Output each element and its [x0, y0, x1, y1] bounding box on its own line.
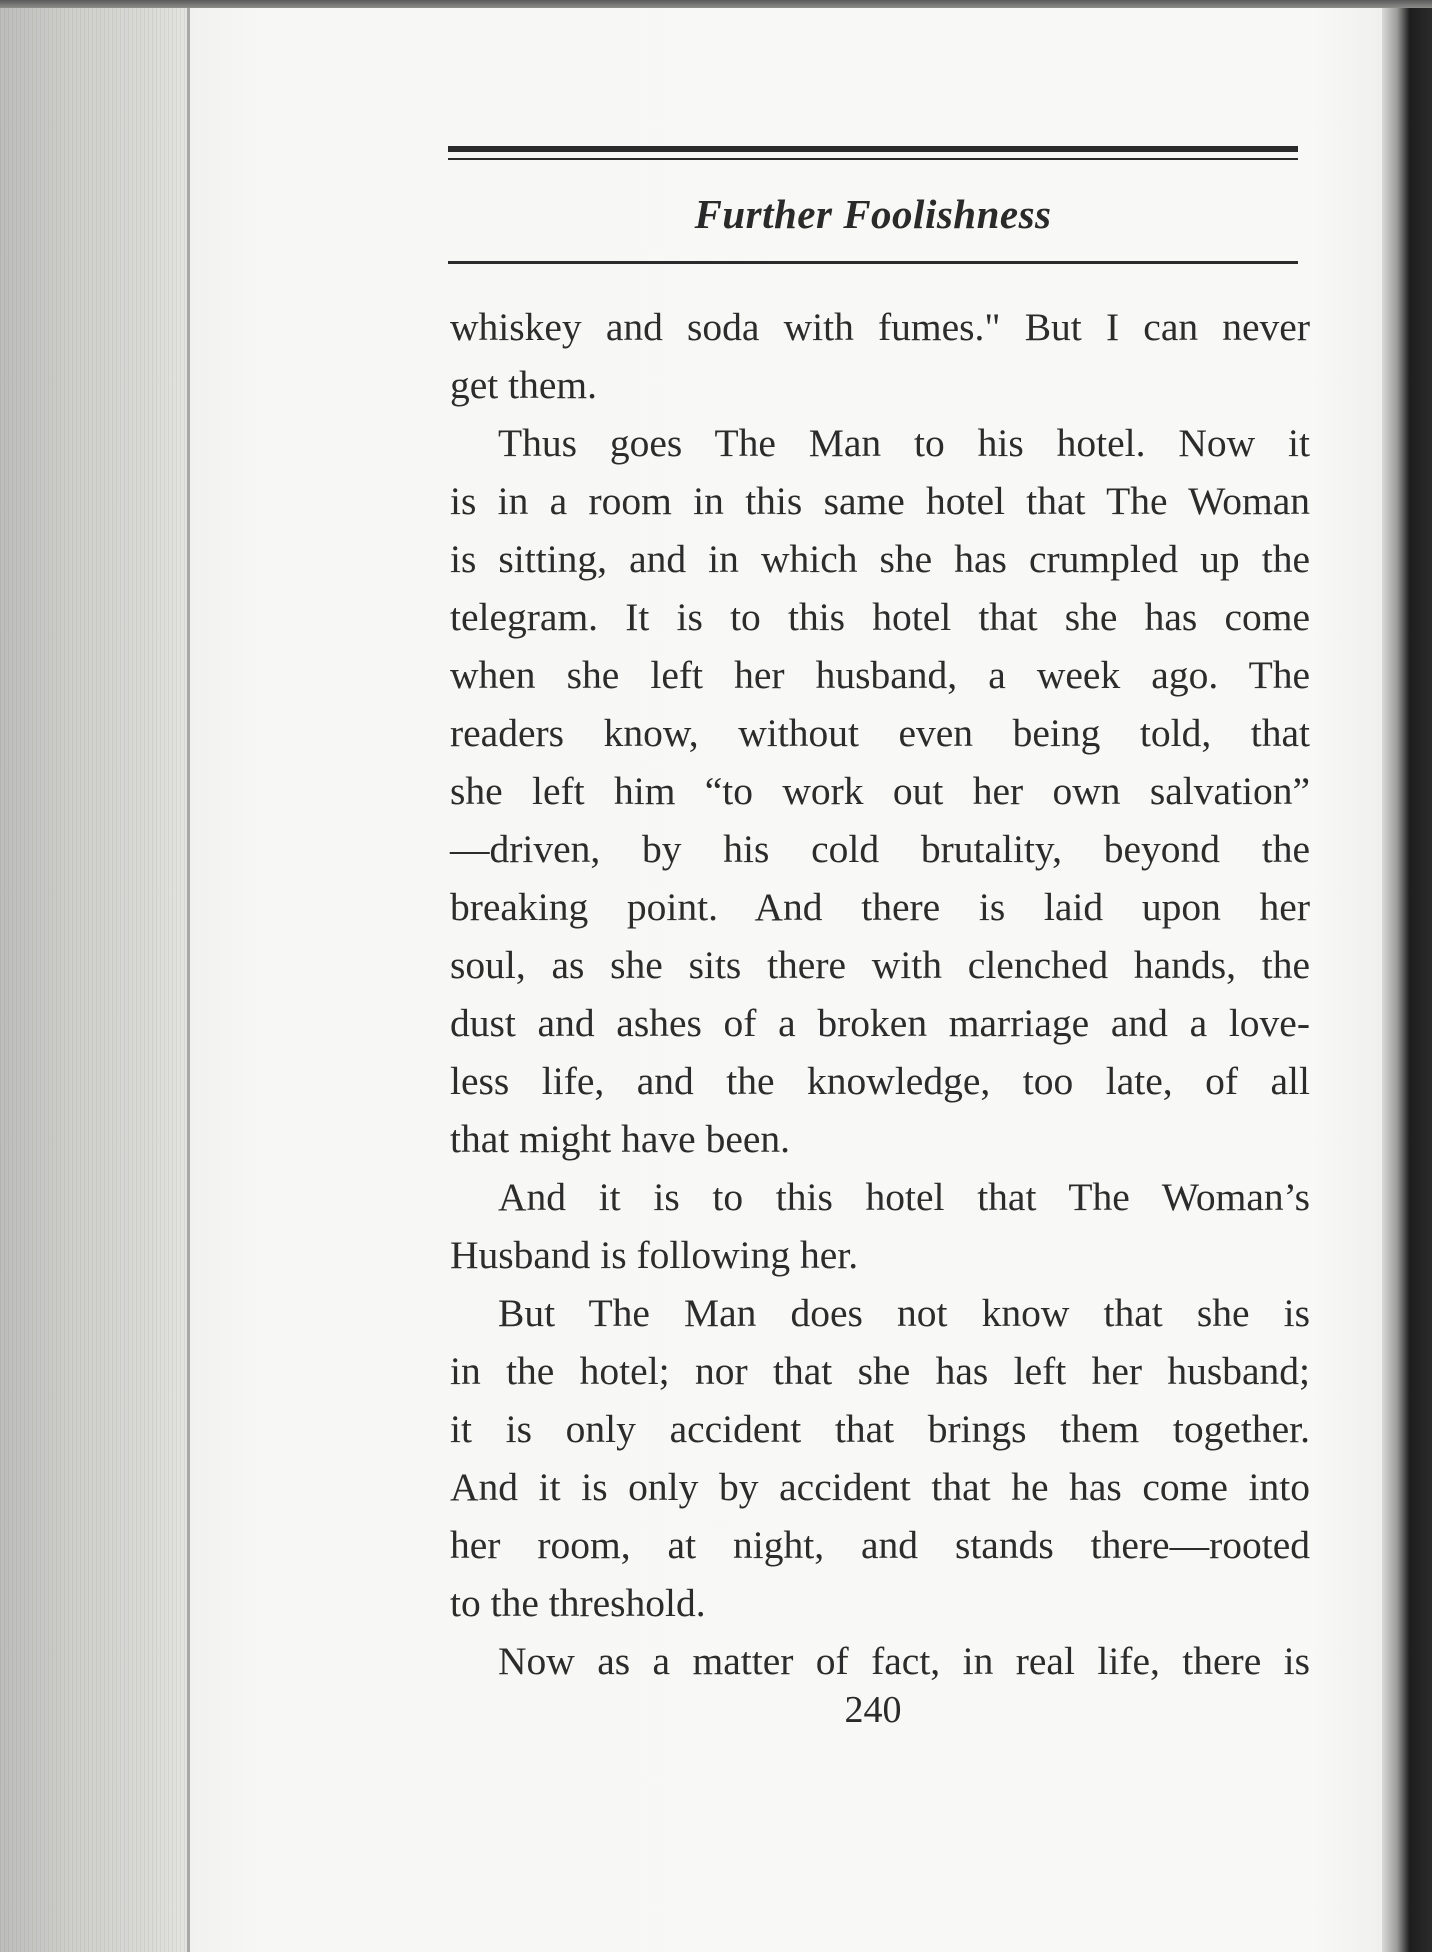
- text-line: when she left her husband, a week ago. The: [450, 653, 1310, 697]
- text-line: And it is only by accident that he has come into: [450, 1465, 1310, 1509]
- text-line: whiskey and soda with fumes." But I can never: [450, 305, 1310, 349]
- text-line: Husband is following her.: [450, 1233, 859, 1277]
- text-line: readers know, without even being told, that: [450, 711, 1310, 755]
- text-line: that might have been.: [450, 1117, 791, 1161]
- text-line: And it is to this hotel that The Woman’s: [498, 1175, 1310, 1219]
- text-line: it is only accident that brings them together.: [450, 1407, 1310, 1451]
- body-text: [450, 298, 1310, 1690]
- text-line: get them.: [450, 363, 597, 407]
- text-line: less life, and the knowledge, too late, of all: [450, 1059, 1310, 1103]
- text-line: is sitting, and in which she has crumpled up the: [450, 537, 1310, 581]
- text-line: Thus goes The Man to his hotel. Now it: [498, 421, 1310, 465]
- book-binding-edge: [1382, 8, 1432, 1952]
- page-block-edges: [0, 8, 190, 1952]
- header-underline: [448, 261, 1298, 264]
- text-line: she left him “to work out her own salvation”: [450, 769, 1310, 813]
- running-head: Further Foolishness: [694, 191, 1052, 237]
- text-line: breaking point. And there is laid upon her: [450, 885, 1310, 929]
- text-line: —driven, by his cold brutality, beyond the: [450, 827, 1310, 871]
- page-number: 240: [844, 1689, 902, 1731]
- text-line: to the threshold.: [450, 1581, 706, 1625]
- text-line: soul, as she sits there with clenched hands, the: [450, 943, 1310, 987]
- text-line: is in a room in this same hotel that The Woman: [450, 479, 1310, 523]
- text-line: her room, at night, and stands there—rooted: [450, 1523, 1310, 1567]
- text-line: in the hotel; nor that she has left her husband;: [450, 1349, 1310, 1393]
- header-rule-thick: [448, 146, 1298, 152]
- text-line: But The Man does not know that she is: [498, 1291, 1310, 1335]
- text-line: Now as a matter of fact, in real life, there is: [498, 1639, 1310, 1683]
- text-line: telegram. It is to this hotel that she has come: [450, 595, 1310, 639]
- text-line: dust and ashes of a broken marriage and a love-: [450, 1001, 1310, 1045]
- header-rule-thin: [448, 158, 1298, 160]
